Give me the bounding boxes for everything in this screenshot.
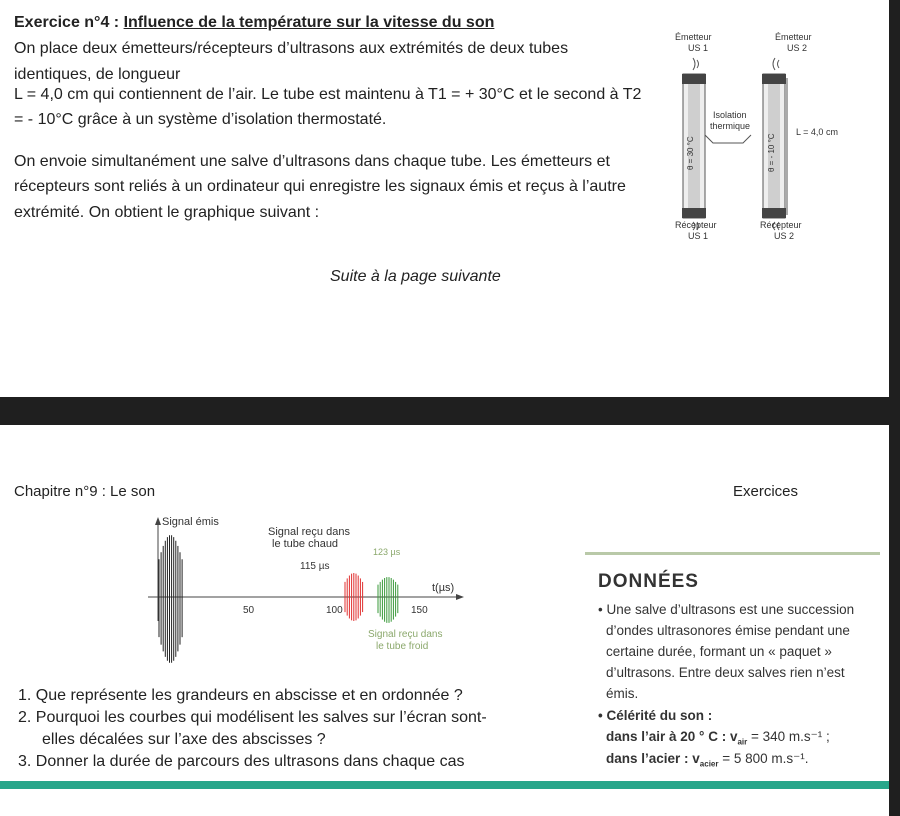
arrow-icon xyxy=(705,135,751,143)
text-line: On envoie simultanément une salve d’ultrasons dans chaque tube. Les émetteurs et xyxy=(14,153,610,170)
thermique-label: thermique xyxy=(710,121,751,131)
exercises-header: Exercices xyxy=(733,483,799,500)
wire-icon xyxy=(773,58,779,70)
text-line: récepteurs sont reliés à un ordinateur qui enregistre les signaux émis et reçus à l’autre xyxy=(14,178,626,195)
donnees-line: émis. xyxy=(606,686,639,701)
exercise-title: Exercice n°4 : Influence de la température sur la vitesse du son xyxy=(14,14,495,31)
x-axis-arrow-icon xyxy=(456,594,464,600)
question-1: 1. Que représente les grandeurs en abscisse et en ordonnée ? xyxy=(18,687,463,704)
emitter-right-id: US 2 xyxy=(787,43,808,53)
receiver-left-label: Récepteur xyxy=(675,220,717,230)
label-115us: 115 µs xyxy=(300,561,330,572)
emitter-left-block xyxy=(682,74,706,84)
question-3: 3. Donner la durée de parcours des ultrasons dans chaque cas xyxy=(18,753,465,770)
tick-150: 150 xyxy=(411,605,428,616)
receiver-right-label: Récepteur xyxy=(760,220,802,230)
question-2-cont: elles décalées sur l’axe des abscisses ? xyxy=(42,731,326,748)
receiver-left-block xyxy=(682,208,706,218)
window-edge xyxy=(889,0,900,816)
receiver-right-block xyxy=(762,208,786,218)
tick-50: 50 xyxy=(243,605,255,616)
axis-label-t: t(µs) xyxy=(432,582,455,594)
temp-left: θ = 30 °C xyxy=(686,136,695,170)
tubes-diagram xyxy=(655,0,885,250)
question-2: 2. Pourquoi les courbes qui modélisent les salves sur l’écran sont- xyxy=(18,709,487,726)
length-label: L = 4,0 cm xyxy=(796,127,838,137)
emitter-left-label: Émetteur xyxy=(675,32,712,42)
donnees-title: DONNÉES xyxy=(598,571,699,592)
label-chaud-1: Signal reçu dans xyxy=(268,526,350,538)
hot-burst xyxy=(345,573,363,621)
y-axis-arrow-icon xyxy=(155,517,161,525)
emitter-left-id: US 1 xyxy=(688,43,709,53)
cold-burst xyxy=(378,577,398,623)
emitted-burst xyxy=(159,535,182,663)
emitter-right-block xyxy=(762,74,786,84)
label-froid-2: le tube froid xyxy=(376,641,429,652)
emitter-right-label: Émetteur xyxy=(775,32,812,42)
donnees-line: certaine durée, formant un « paquet » xyxy=(606,644,832,659)
text-line: extrémité. On obtient le graphique suivant : xyxy=(14,204,320,221)
label-123us: 123 µs xyxy=(373,547,401,557)
label-froid-1: Signal reçu dans xyxy=(368,629,443,640)
donnees-celerite: • Célérité du son : xyxy=(598,708,713,723)
donnees-line: • Une salve d’ultrasons est une succession xyxy=(598,602,855,617)
label-signal-emis: Signal émis xyxy=(162,516,219,528)
wire-icon xyxy=(693,58,699,70)
donnees-divider xyxy=(585,552,880,555)
continue-note: Suite à la page suivante xyxy=(330,268,501,285)
footer-bar xyxy=(0,781,889,789)
receiver-left-id: US 1 xyxy=(688,231,709,241)
temp-right: θ = - 10 °C xyxy=(767,133,776,172)
donnees-line: d’ultrasons. Entre deux salves rien n’est xyxy=(606,665,845,680)
signal-graph xyxy=(140,513,470,683)
donnees-acier: dans l’acier : $v_{acier} = 5$ 800 m.s⁻¹. xyxy=(606,751,809,769)
text-line: identiques, de longueur xyxy=(14,66,181,83)
label-chaud-2: le tube chaud xyxy=(272,538,339,550)
receiver-right-id: US 2 xyxy=(774,231,795,241)
text-line: = - 10°C grâce à un système d’isolation thermostaté. xyxy=(14,111,387,128)
page-2 xyxy=(0,425,889,816)
tick-100: 100 xyxy=(326,605,343,616)
text-line: L = 4,0 cm qui contiennent de l’air. Le tube est maintenu à T1 = + 30°C et le second à T2 xyxy=(14,86,642,103)
donnees-line: d’ondes ultrasonores émise pendant une xyxy=(606,623,850,638)
page-1 xyxy=(0,0,889,397)
text-line: On place deux émetteurs/récepteurs d’ultrasons aux extrémités de deux tubes xyxy=(14,40,569,57)
isolation-label: Isolation xyxy=(713,110,747,120)
chapter-header: Chapitre n°9 : Le son xyxy=(14,483,156,500)
donnees-air: dans l’air à 20 ° C : $v_{air} = 340$ m.s⁻¹ ; xyxy=(606,729,830,747)
